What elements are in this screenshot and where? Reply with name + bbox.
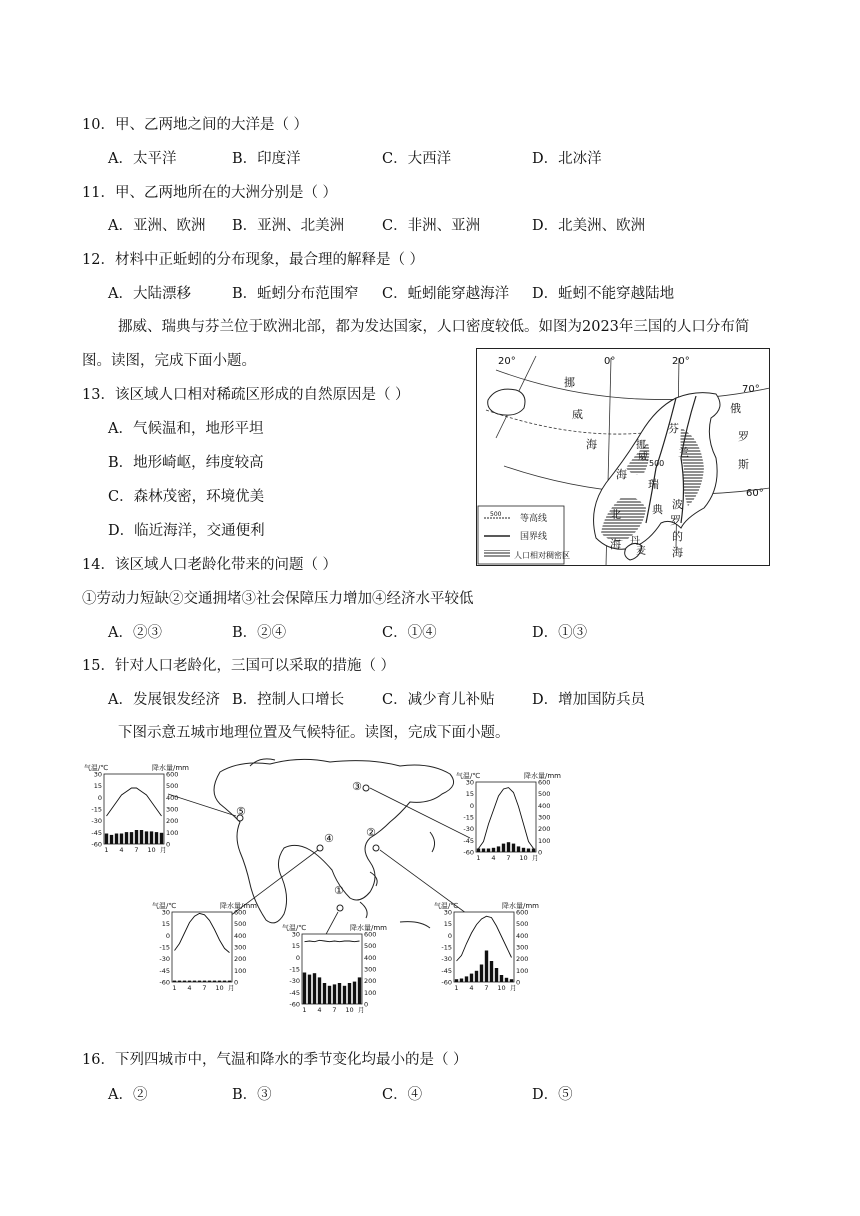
map-lat-label: 60° bbox=[746, 488, 764, 499]
chart-month-tick: 1 bbox=[476, 854, 481, 862]
chart-precip-bar bbox=[482, 849, 485, 853]
chart-month-tick: 7 bbox=[202, 984, 207, 992]
chart-precip-bar bbox=[475, 971, 478, 982]
chart-temp-tick: -15 bbox=[159, 943, 170, 952]
chart-precip-bar bbox=[173, 981, 176, 982]
svg-text:俄: 俄 bbox=[730, 402, 741, 415]
chart-precip-bar bbox=[125, 832, 128, 844]
chart-plot-frame bbox=[454, 912, 514, 982]
climate-chart-1 bbox=[282, 923, 387, 1014]
chart-precip-bar bbox=[308, 975, 311, 1004]
chart-precip-bar bbox=[178, 981, 181, 982]
chart-precip-tick: 500 bbox=[364, 942, 377, 951]
chart-precip-axis-label: 降水量/mm bbox=[350, 924, 387, 932]
map-lat-label: 70° bbox=[742, 384, 760, 395]
q16-option-d[interactable]: D．⑤ bbox=[532, 1087, 573, 1103]
svg-text:北: 北 bbox=[610, 508, 621, 521]
chart-temp-tick: 15 bbox=[291, 942, 300, 951]
chart-month-tick: 10 bbox=[215, 984, 224, 992]
svg-text:500: 500 bbox=[649, 459, 665, 468]
climate-chart-4 bbox=[152, 901, 257, 992]
question-15-stem: 15．针对人口老龄化，三国可以采取的措施（ ） bbox=[82, 658, 396, 674]
chart-precip-tick: 200 bbox=[166, 817, 179, 826]
chart-precip-bar bbox=[348, 983, 351, 1004]
chart-precip-tick: 0 bbox=[166, 840, 171, 849]
chart-precip-bar bbox=[477, 849, 480, 853]
chart-temp-tick: -60 bbox=[441, 978, 452, 987]
chart-precip-bar bbox=[510, 979, 513, 982]
chart-precip-tick: 200 bbox=[234, 955, 247, 964]
chart-temp-tick: -45 bbox=[159, 966, 170, 975]
legend-contour: 等高线 bbox=[520, 514, 548, 524]
chart-precip-bar bbox=[183, 981, 186, 982]
chart-month-tick: 10 bbox=[147, 846, 156, 854]
climate-chart-3 bbox=[456, 771, 561, 862]
chart-month-label: 月 bbox=[510, 984, 517, 992]
q10-option-a[interactable]: A．太平洋 bbox=[108, 151, 177, 167]
svg-text:罗: 罗 bbox=[738, 430, 749, 443]
chart-precip-bar bbox=[485, 951, 488, 983]
chart-temp-tick: -30 bbox=[463, 825, 474, 834]
q16-option-c[interactable]: C．④ bbox=[382, 1087, 423, 1103]
chart-precip-tick: 300 bbox=[364, 965, 377, 974]
chart-precip-bar bbox=[353, 982, 356, 1004]
chart-temp-axis-label: 气温/℃ bbox=[152, 902, 177, 910]
svg-text:500: 500 bbox=[490, 511, 502, 518]
chart-precip-bar bbox=[492, 848, 495, 852]
chart-month-label: 月 bbox=[228, 984, 235, 992]
chart-precip-tick: 200 bbox=[538, 825, 551, 834]
chart-month-tick: 7 bbox=[484, 984, 489, 992]
chart-precip-tick: 300 bbox=[538, 813, 551, 822]
map-lon-label: 20° bbox=[672, 356, 690, 367]
chart-precip-bar bbox=[343, 986, 346, 1004]
climate-chart-2 bbox=[434, 901, 539, 992]
q14-option-d[interactable]: D．①③ bbox=[532, 625, 588, 641]
chart-precip-bar bbox=[198, 981, 201, 982]
q14-option-c[interactable]: C．①④ bbox=[382, 625, 437, 641]
chart-precip-tick: 300 bbox=[234, 943, 247, 952]
chart-precip-bar bbox=[223, 981, 226, 982]
chart-precip-bar bbox=[145, 831, 148, 844]
chart-precip-bar bbox=[338, 983, 341, 1004]
q12-option-a[interactable]: A．大陆漂移 bbox=[108, 286, 191, 302]
svg-text:波: 波 bbox=[672, 498, 683, 511]
chart-month-label: 月 bbox=[160, 846, 167, 854]
chart-precip-bar bbox=[358, 977, 361, 1004]
chart-temp-tick: 15 bbox=[93, 782, 102, 791]
chart-precip-bar bbox=[303, 973, 306, 1005]
chart-precip-bar bbox=[228, 981, 231, 982]
chart-temp-axis-label: 气温/℃ bbox=[456, 772, 481, 780]
chart-precip-axis-label: 降水量/mm bbox=[502, 902, 539, 910]
svg-text:威: 威 bbox=[572, 408, 583, 421]
chart-precip-bar bbox=[465, 976, 468, 982]
chart-precip-bar bbox=[208, 981, 211, 982]
svg-text:海: 海 bbox=[616, 468, 627, 481]
chart-precip-tick: 600 bbox=[538, 778, 551, 787]
chart-precip-bar bbox=[502, 844, 505, 852]
chart-temp-tick: -30 bbox=[289, 977, 300, 986]
chart-temp-axis-label: 气温/℃ bbox=[282, 924, 307, 932]
map-lon-label: 20° bbox=[498, 356, 516, 367]
chart-precip-bar bbox=[323, 983, 326, 1004]
chart-month-tick: 4 bbox=[469, 984, 474, 992]
city-marker-3: ③ bbox=[352, 780, 362, 793]
chart-temp-tick: 15 bbox=[161, 920, 170, 929]
chart-temp-tick: 0 bbox=[97, 793, 102, 802]
chart-precip-bar bbox=[313, 973, 316, 1004]
chart-temp-tick: -45 bbox=[463, 836, 474, 845]
nordic-population-map bbox=[476, 348, 770, 566]
chart-temp-tick: 30 bbox=[465, 778, 474, 787]
chart-precip-axis-label: 降水量/mm bbox=[152, 764, 189, 772]
chart-month-tick: 4 bbox=[491, 854, 496, 862]
climate-figure bbox=[70, 752, 610, 1030]
intro-paragraph-1: 挪威、瑞典与芬兰位于欧洲北部，都为发达国家，人口密度较低。如图为2023年三国的人口分布简 bbox=[118, 319, 750, 335]
chart-precip-tick: 300 bbox=[166, 805, 179, 814]
chart-temp-tick: 0 bbox=[469, 801, 474, 810]
chart-precip-tick: 500 bbox=[516, 920, 529, 929]
chart-precip-bar bbox=[507, 842, 510, 852]
chart-precip-bar bbox=[110, 835, 113, 844]
q10-option-b[interactable]: B．印度洋 bbox=[232, 151, 301, 167]
chart-precip-bar bbox=[522, 848, 525, 852]
svg-text:海: 海 bbox=[586, 438, 597, 451]
chart-precip-bar bbox=[512, 844, 515, 852]
chart-month-tick: 1 bbox=[104, 846, 109, 854]
chart-month-tick: 7 bbox=[506, 854, 511, 862]
chart-temp-tick: -60 bbox=[91, 840, 102, 849]
chart-precip-bar bbox=[193, 981, 196, 982]
chart-precip-tick: 600 bbox=[516, 908, 529, 917]
q12-option-d[interactable]: D．蚯蚓不能穿越陆地 bbox=[532, 286, 675, 302]
chart-precip-bar bbox=[160, 833, 163, 844]
svg-text:斯: 斯 bbox=[738, 458, 749, 471]
q11-option-b[interactable]: B．亚洲、北美洲 bbox=[232, 218, 345, 234]
chart-precip-tick: 400 bbox=[166, 793, 179, 802]
chart-precip-bar bbox=[150, 831, 153, 844]
chart-precip-tick: 400 bbox=[364, 953, 377, 962]
chart-precip-bar bbox=[470, 974, 473, 982]
chart-precip-tick: 0 bbox=[538, 848, 543, 857]
svg-text:海: 海 bbox=[672, 546, 683, 559]
chart-precip-tick: 500 bbox=[234, 920, 247, 929]
question-13-stem: 13．该区域人口相对稀疏区形成的自然原因是（ ） bbox=[82, 387, 410, 403]
intro-paragraph-2: 下图示意五城市地理位置及气候特征。读图，完成下面小题。 bbox=[118, 725, 510, 741]
svg-text:挪: 挪 bbox=[564, 376, 575, 389]
q11-option-d[interactable]: D．北美洲、欧洲 bbox=[532, 218, 646, 234]
chart-month-tick: 10 bbox=[519, 854, 528, 862]
svg-text:挪: 挪 bbox=[636, 440, 646, 451]
chart-plot-frame bbox=[172, 912, 232, 982]
svg-text:麦: 麦 bbox=[636, 546, 646, 557]
svg-text:海: 海 bbox=[610, 538, 621, 551]
chart-temp-tick: -45 bbox=[91, 828, 102, 837]
chart-plot-frame bbox=[476, 782, 536, 852]
chart-precip-tick: 600 bbox=[364, 930, 377, 939]
city-marker-1: ① bbox=[334, 884, 344, 897]
question-11-stem: 11．甲、乙两地所在的大洲分别是（ ） bbox=[82, 185, 338, 201]
chart-month-tick: 10 bbox=[497, 984, 506, 992]
climate-chart-5 bbox=[84, 763, 189, 854]
chart-precip-bar bbox=[487, 849, 490, 853]
intro-paragraph-1-cont: 图。读图，完成下面小题。 bbox=[82, 353, 256, 369]
chart-month-label: 月 bbox=[532, 854, 539, 862]
chart-month-tick: 4 bbox=[317, 1006, 322, 1014]
chart-month-tick: 7 bbox=[134, 846, 139, 854]
question-14-items: ①劳动力短缺②交通拥堵③社会保障压力增加④经济水平较低 bbox=[82, 591, 474, 607]
chart-temp-tick: -30 bbox=[441, 955, 452, 964]
svg-text:威: 威 bbox=[638, 452, 648, 463]
chart-precip-bar bbox=[120, 834, 123, 845]
chart-precip-tick: 200 bbox=[364, 977, 377, 986]
svg-text:的: 的 bbox=[672, 530, 683, 543]
chart-precip-bar bbox=[333, 984, 336, 1004]
chart-temp-tick: 30 bbox=[443, 908, 452, 917]
chart-temp-tick: 15 bbox=[465, 790, 474, 799]
chart-month-tick: 1 bbox=[302, 1006, 307, 1014]
chart-precip-axis-label: 降水量/mm bbox=[524, 772, 561, 780]
chart-temp-tick: 0 bbox=[295, 953, 300, 962]
chart-precip-bar bbox=[140, 830, 143, 844]
chart-temp-tick: 30 bbox=[161, 908, 170, 917]
chart-precip-bar bbox=[155, 832, 158, 844]
chart-precip-bar bbox=[495, 968, 498, 982]
chart-precip-tick: 200 bbox=[516, 955, 529, 964]
chart-temp-tick: -30 bbox=[159, 955, 170, 964]
chart-precip-tick: 100 bbox=[538, 836, 551, 845]
chart-precip-bar bbox=[213, 981, 216, 982]
svg-text:兰: 兰 bbox=[678, 446, 689, 459]
svg-text:瑞: 瑞 bbox=[648, 478, 659, 491]
chart-temp-tick: 30 bbox=[291, 930, 300, 939]
chart-precip-tick: 100 bbox=[166, 828, 179, 837]
chart-precip-tick: 0 bbox=[364, 1000, 369, 1009]
q14-option-b[interactable]: B．②④ bbox=[232, 625, 287, 641]
chart-precip-tick: 500 bbox=[538, 790, 551, 799]
q14-option-a[interactable]: A．②③ bbox=[108, 625, 162, 641]
q13-option-c[interactable]: C．森林茂密，环境优美 bbox=[108, 489, 265, 505]
chart-month-tick: 7 bbox=[332, 1006, 337, 1014]
chart-temp-tick: -60 bbox=[463, 848, 474, 857]
chart-precip-tick: 500 bbox=[166, 782, 179, 791]
chart-precip-bar bbox=[532, 849, 535, 853]
question-10-stem: 10．甲、乙两地之间的大洋是（ ） bbox=[82, 117, 309, 133]
chart-precip-tick: 100 bbox=[516, 966, 529, 975]
chart-temp-tick: -15 bbox=[289, 965, 300, 974]
svg-text:丹: 丹 bbox=[630, 536, 640, 547]
chart-precip-bar bbox=[500, 975, 503, 982]
city-marker-5: ⑤ bbox=[236, 805, 246, 818]
q16-option-a[interactable]: A．② bbox=[108, 1087, 148, 1103]
chart-precip-tick: 400 bbox=[516, 931, 529, 940]
q15-option-d[interactable]: D．增加国防兵员 bbox=[532, 692, 646, 708]
chart-temp-tick: -30 bbox=[91, 817, 102, 826]
city-marker-4: ④ bbox=[324, 832, 334, 845]
q16-option-b[interactable]: B．③ bbox=[232, 1087, 272, 1103]
q12-option-c[interactable]: C．蚯蚓能穿越海洋 bbox=[382, 286, 510, 302]
q15-option-b[interactable]: B．控制人口增长 bbox=[232, 692, 345, 708]
chart-precip-bar bbox=[318, 977, 321, 1004]
question-16-stem: 16．下列四城市中，气温和降水的季节变化均最小的是（ ） bbox=[82, 1052, 468, 1068]
chart-temp-tick: -60 bbox=[159, 978, 170, 987]
chart-temp-axis-label: 气温/℃ bbox=[434, 902, 459, 910]
chart-precip-bar bbox=[130, 832, 133, 844]
svg-text:典: 典 bbox=[652, 503, 663, 516]
chart-precip-bar bbox=[455, 979, 458, 982]
chart-precip-bar bbox=[135, 830, 138, 844]
city-marker-2: ② bbox=[366, 826, 376, 839]
chart-precip-bar bbox=[517, 846, 520, 852]
chart-month-tick: 1 bbox=[454, 984, 459, 992]
chart-temp-tick: -15 bbox=[463, 813, 474, 822]
chart-precip-bar bbox=[490, 961, 493, 982]
svg-text:罗: 罗 bbox=[670, 514, 681, 527]
legend-dense: 人口相对稠密区 bbox=[514, 551, 570, 560]
question-14-stem: 14．该区域人口老龄化带来的问题（ ） bbox=[82, 557, 338, 573]
chart-precip-bar bbox=[480, 965, 483, 983]
chart-temp-tick: 15 bbox=[443, 920, 452, 929]
chart-month-tick: 4 bbox=[187, 984, 192, 992]
chart-precip-tick: 600 bbox=[166, 770, 179, 779]
q10-option-c[interactable]: C．大西洋 bbox=[382, 151, 452, 167]
chart-temp-tick: 30 bbox=[93, 770, 102, 779]
chart-temp-tick: -60 bbox=[289, 1000, 300, 1009]
chart-precip-bar bbox=[105, 834, 108, 845]
chart-precip-bar bbox=[203, 981, 206, 982]
chart-month-tick: 10 bbox=[345, 1006, 354, 1014]
chart-precip-tick: 300 bbox=[516, 943, 529, 952]
chart-precip-tick: 400 bbox=[234, 931, 247, 940]
chart-month-tick: 4 bbox=[119, 846, 124, 854]
chart-precip-tick: 400 bbox=[538, 801, 551, 810]
chart-precip-bar bbox=[497, 846, 500, 852]
chart-precip-tick: 100 bbox=[234, 966, 247, 975]
chart-precip-tick: 600 bbox=[234, 908, 247, 917]
chart-precip-tick: 0 bbox=[516, 978, 521, 987]
q15-option-c[interactable]: C．减少育儿补贴 bbox=[382, 692, 495, 708]
q13-option-d[interactable]: D．临近海洋，交通便利 bbox=[108, 523, 265, 539]
chart-precip-bar bbox=[115, 834, 118, 845]
question-12-stem: 12．材料中正蚯蚓的分布现象，最合理的解释是（ ） bbox=[82, 252, 425, 268]
q13-option-b[interactable]: B．地形崎岖，纬度较高 bbox=[108, 455, 264, 471]
legend-border: 国界线 bbox=[520, 532, 548, 542]
chart-precip-tick: 0 bbox=[234, 978, 239, 987]
chart-precip-bar bbox=[460, 979, 463, 983]
chart-precip-axis-label: 降水量/mm bbox=[220, 902, 257, 910]
svg-text:芬: 芬 bbox=[668, 422, 679, 435]
chart-precip-bar bbox=[328, 986, 331, 1004]
q11-option-a[interactable]: A．亚洲、欧洲 bbox=[108, 218, 206, 234]
chart-month-label: 月 bbox=[358, 1006, 365, 1014]
q15-option-a[interactable]: A．发展银发经济 bbox=[108, 692, 220, 708]
chart-temp-tick: -15 bbox=[441, 943, 452, 952]
chart-precip-bar bbox=[188, 981, 191, 982]
q13-option-a[interactable]: A．气候温和，地形平坦 bbox=[108, 421, 264, 437]
chart-temp-tick: 0 bbox=[447, 931, 452, 940]
q10-option-d[interactable]: D．北冰洋 bbox=[532, 151, 602, 167]
map-lon-label: 0° bbox=[604, 356, 616, 367]
chart-precip-tick: 100 bbox=[364, 988, 377, 997]
chart-month-tick: 1 bbox=[172, 984, 177, 992]
chart-precip-bar bbox=[527, 849, 530, 853]
chart-precip-bar bbox=[218, 981, 221, 982]
q11-option-c[interactable]: C．非洲、亚洲 bbox=[382, 218, 481, 234]
chart-temp-axis-label: 气温/℃ bbox=[84, 764, 109, 772]
q12-option-b[interactable]: B．蚯蚓分布范围窄 bbox=[232, 286, 359, 302]
chart-temp-tick: -15 bbox=[91, 805, 102, 814]
chart-temp-tick: -45 bbox=[289, 988, 300, 997]
chart-temp-tick: -45 bbox=[441, 966, 452, 975]
chart-precip-bar bbox=[505, 978, 508, 982]
chart-temp-tick: 0 bbox=[165, 931, 170, 940]
